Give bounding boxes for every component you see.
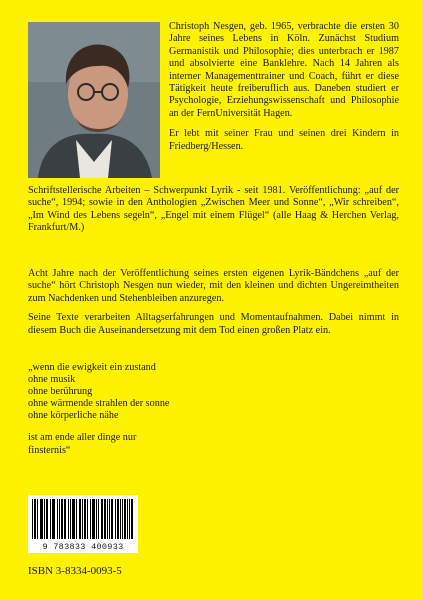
barcode-bar: [76, 499, 77, 539]
barcode-bar: [74, 499, 75, 539]
barcode-bar: [124, 499, 125, 539]
barcode-bar: [52, 499, 53, 539]
barcode-bar: [61, 499, 62, 539]
barcode-bar: [125, 499, 126, 539]
poem-line: „wenn die ewigkeit ein zustand: [28, 362, 156, 373]
book-blurb: [28, 268, 399, 337]
barcode-bar: [104, 499, 105, 539]
barcode-bar: [54, 499, 55, 539]
barcode-digits: 9 783833 400933: [42, 542, 124, 552]
barcode-bar: [50, 499, 51, 539]
poem-line: ohne körperliche nähe: [28, 410, 119, 422]
barcode-bar: [46, 499, 47, 539]
poem-line: ist am ende aller dinge nur: [28, 432, 137, 444]
barcode-bar: [107, 499, 108, 539]
barcode-bar: [131, 499, 132, 539]
barcode-bar: [115, 499, 116, 539]
barcode-bar: [84, 499, 85, 539]
barcode-bar: [118, 499, 119, 539]
barcode-bar: [34, 499, 35, 539]
barcode-bar: [32, 499, 33, 539]
barcode-bar: [44, 499, 45, 539]
barcode-bar: [64, 499, 65, 539]
poem-line: ohne wärmende strahlen der sonne: [28, 398, 170, 410]
barcode-bar: [87, 499, 88, 539]
blurb-paragraph: Acht Jahre nach der Veröffentlichung seines ersten eigenen Lyrik-Bändchens „auf der suche“ hört Christoph Nesgen nun wieder, mit den kleinen und dichten Ungereimtheiten zum Nachdenken und Stehenbleiben anzuregen.: [28, 268, 399, 304]
barcode-bar: [129, 499, 130, 539]
barcode-bar: [112, 499, 113, 539]
barcode-bar: [79, 499, 80, 539]
barcode-bar: [41, 499, 42, 539]
poem-line: ohne berührung: [28, 386, 93, 398]
works-section: [28, 185, 399, 235]
barcode-bar: [59, 499, 60, 539]
barcode-bar: [105, 499, 106, 539]
barcode-bar: [82, 499, 83, 539]
barcode-bar: [127, 499, 128, 539]
barcode-bar: [85, 499, 86, 539]
poem-line: ohne musik: [28, 374, 76, 386]
works-paragraph: Schriftstellerische Arbeiten – Schwerpunkt Lyrik - seit 1981. Veröffentlichung: „auf der suche“, 1994; sowie in den Anthologien „Zwischen Meer und Sonne“, „Wir schreiben“, „Im Wind des Lebens segeln“, „Engel mit einem Flügel“ (alle Haag & Herchen Verlag, Frankfurt/M.): [28, 185, 399, 234]
barcode-bar: [102, 499, 103, 539]
barcode-bar: [96, 499, 97, 539]
author-photo: [28, 22, 160, 178]
barcode-bar: [94, 499, 95, 539]
barcode-bar: [40, 499, 41, 539]
barcode-bar: [73, 499, 74, 539]
barcode-bar: [47, 499, 48, 539]
barcode-bar: [57, 499, 58, 539]
barcode-bar: [132, 499, 133, 539]
barcode-bar: [37, 499, 38, 539]
bio-paragraph: Christoph Nesgen, geb. 1965, verbrachte die ersten 30 Jahre seines Lebens in Köln. Zunächst Studium Germanistik und Philosophie; dies unterbrach er 1987 und absolvierte eine Banklehre. Nach 14 Jahren als interner Managementtrainer und Coach, führt er diese Tätigkeit heute freiberuflich aus. Daneben studiert er Psychologie, Erziehungswissenschaft und Philosophie an der FernUniversität Hagen.: [169, 21, 399, 119]
stanza-break: [28, 422, 328, 432]
barcode-bar: [42, 499, 43, 539]
barcode-bar: [70, 499, 71, 539]
barcode-bar: [101, 499, 102, 539]
barcode-bar: [62, 499, 63, 539]
barcode-bar: [93, 499, 94, 539]
blurb-paragraph: Seine Texte verarbeiten Alltagserfahrungen und Momentaufnahmen. Dabei nimmt in diesem Buch die Auseinandersetzung mit dem Tod einen großen Platz ein.: [28, 312, 399, 336]
bio-family-paragraph: Er lebt mit seiner Frau und seinen drei Kindern in Friedberg/Hessen.: [169, 128, 399, 152]
author-bio: [169, 21, 399, 153]
barcode-bars: [32, 499, 134, 539]
barcode-bar: [35, 499, 36, 539]
barcode-bar: [72, 499, 73, 539]
barcode-bar: [122, 499, 123, 539]
barcode-bar: [117, 499, 118, 539]
poem-line: finsternis“: [28, 444, 71, 456]
poem-excerpt: [28, 362, 328, 457]
barcode-bar: [111, 499, 112, 539]
barcode-bar: [80, 499, 81, 539]
barcode: [28, 495, 138, 553]
barcode-bar: [98, 499, 99, 539]
barcode-bar: [90, 499, 91, 539]
barcode-bar: [109, 499, 110, 539]
barcode-bar: [92, 499, 93, 539]
barcode-bar: [53, 499, 54, 539]
barcode-bar: [65, 499, 66, 539]
barcode-bar: [120, 499, 121, 539]
author-portrait-image: [28, 22, 160, 178]
barcode-bar: [68, 499, 69, 539]
isbn-number: ISBN 3-8334-0093-5: [28, 565, 122, 577]
